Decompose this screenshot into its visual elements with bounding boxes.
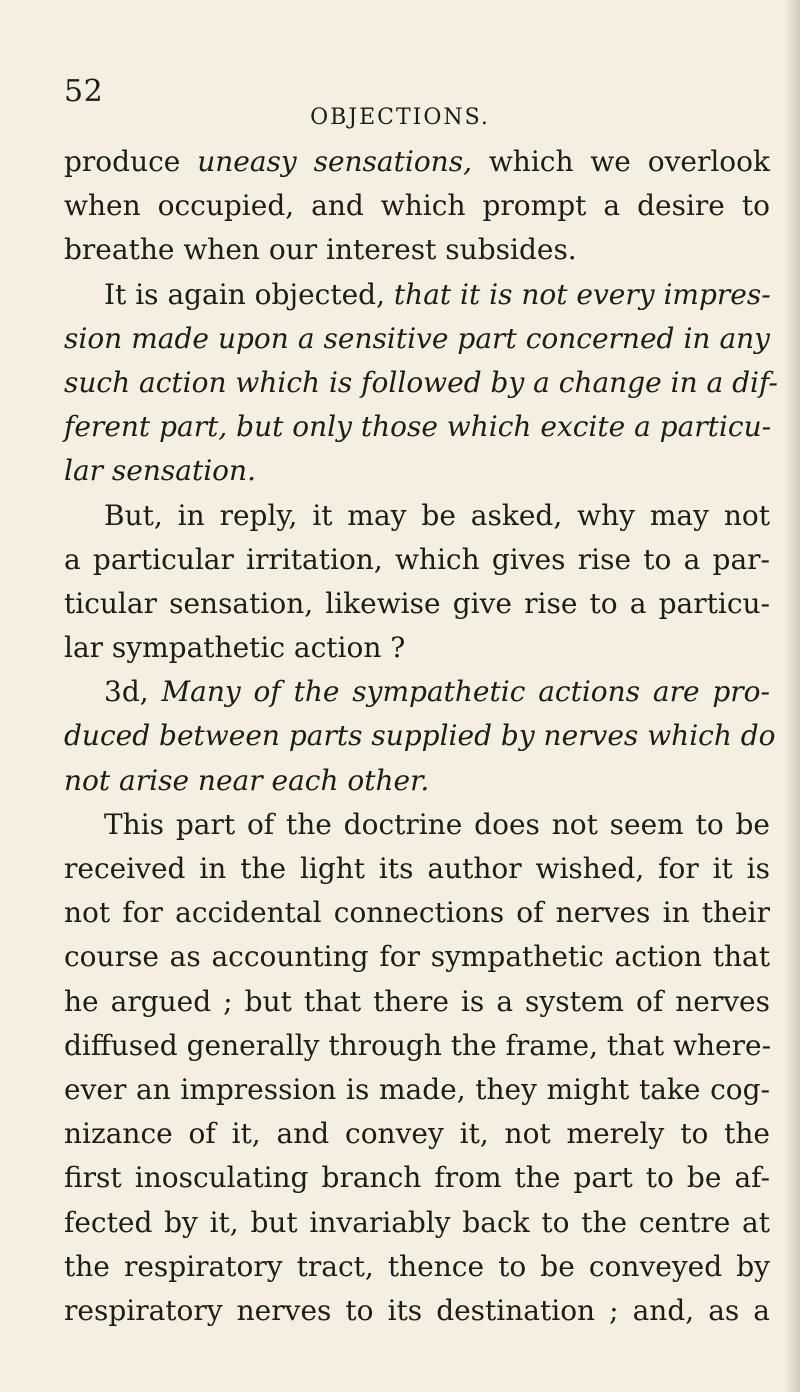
text-run: the respiratory tract, thence to be conveyed by	[64, 1249, 770, 1283]
text-line	[64, 140, 770, 184]
text-run: respiratory nerves to its destination ; and, as a	[64, 1293, 770, 1327]
text-line	[64, 935, 770, 979]
text-run: 3d,	[104, 675, 162, 709]
italic-run: not arise near each other.	[64, 763, 430, 797]
text-line	[64, 1201, 770, 1245]
text-line	[64, 626, 770, 670]
italic-run: ferent part,	[64, 410, 228, 444]
text-run: fected by it, but invariably back to the centre at	[64, 1205, 770, 1239]
text-run: lar sympathetic action ?	[64, 631, 406, 665]
text-line	[64, 361, 778, 405]
text-run	[227, 410, 236, 443]
text-line	[64, 714, 776, 758]
text-run: It is again objected,	[104, 277, 394, 311]
text-run: a particular irritation, which gives rise to a par-	[64, 542, 770, 576]
page-edge-shadow	[784, 0, 800, 1392]
text-run: first inosculating branch from the part to be af-	[64, 1161, 770, 1195]
text-line	[64, 405, 770, 449]
text-line	[64, 1024, 770, 1068]
text-run: This part of the doctrine does not seem to be	[104, 807, 770, 841]
text-line	[64, 1068, 770, 1112]
text-line	[64, 1112, 770, 1156]
text-run: nizance of it, and convey it, not merely to the	[64, 1117, 770, 1151]
text-run: ever an impression is made, they might take cog-	[64, 1072, 770, 1106]
text-run: received in the light its author wished, for it is	[64, 852, 770, 885]
text-line	[64, 317, 770, 361]
page-number: 52	[64, 74, 104, 109]
italic-run: but only those which excite a particu-	[236, 410, 772, 444]
text-line	[64, 980, 770, 1024]
text-run: breathe when our interest subsides.	[64, 233, 577, 267]
text-run: he argued ; but that there is a system of nerves	[64, 984, 770, 1018]
text-run: produce	[64, 145, 198, 178]
text-line	[64, 803, 770, 847]
text-line	[64, 494, 770, 538]
italic-run: duced between parts supplied by nerves which do	[64, 719, 776, 753]
text-line	[64, 847, 770, 891]
text-run: when occupied, and which prompt a desire to	[64, 189, 770, 223]
italic-run: lar sensation.	[64, 454, 256, 488]
text-line	[64, 538, 770, 582]
text-run: not for accidental connections of nerves in their	[64, 896, 770, 930]
text-run: which we overlook	[471, 145, 770, 178]
text-line	[64, 891, 770, 935]
text-run: ticular sensation, likewise give rise to a particu-	[64, 586, 770, 620]
text-line	[64, 1289, 770, 1333]
running-title: OBJECTIONS.	[310, 105, 490, 130]
text-line	[64, 184, 770, 228]
text-run: But, in reply, it may be asked, why may not	[104, 498, 770, 532]
text-line	[64, 582, 770, 626]
text-run: diffused generally through the frame, that where-	[64, 1028, 772, 1062]
text-line	[64, 228, 770, 272]
text-run: course as accounting for sympathetic action that	[64, 940, 770, 974]
text-line	[64, 1245, 770, 1289]
italic-run: Many of the sympathetic actions are pro-	[161, 675, 770, 709]
text-line	[64, 1156, 770, 1200]
body-text	[64, 140, 778, 1333]
text-line	[64, 670, 770, 714]
text-line	[64, 759, 770, 803]
italic-run: sion made upon a sensitive part concerned in any	[64, 321, 770, 355]
text-line	[64, 449, 770, 493]
text-line	[64, 273, 770, 317]
italic-run: uneasy sensations,	[197, 145, 472, 178]
italic-run: that it is not every impres-	[393, 277, 771, 311]
italic-run: such action which is followed by a change in a dif-	[64, 365, 778, 399]
